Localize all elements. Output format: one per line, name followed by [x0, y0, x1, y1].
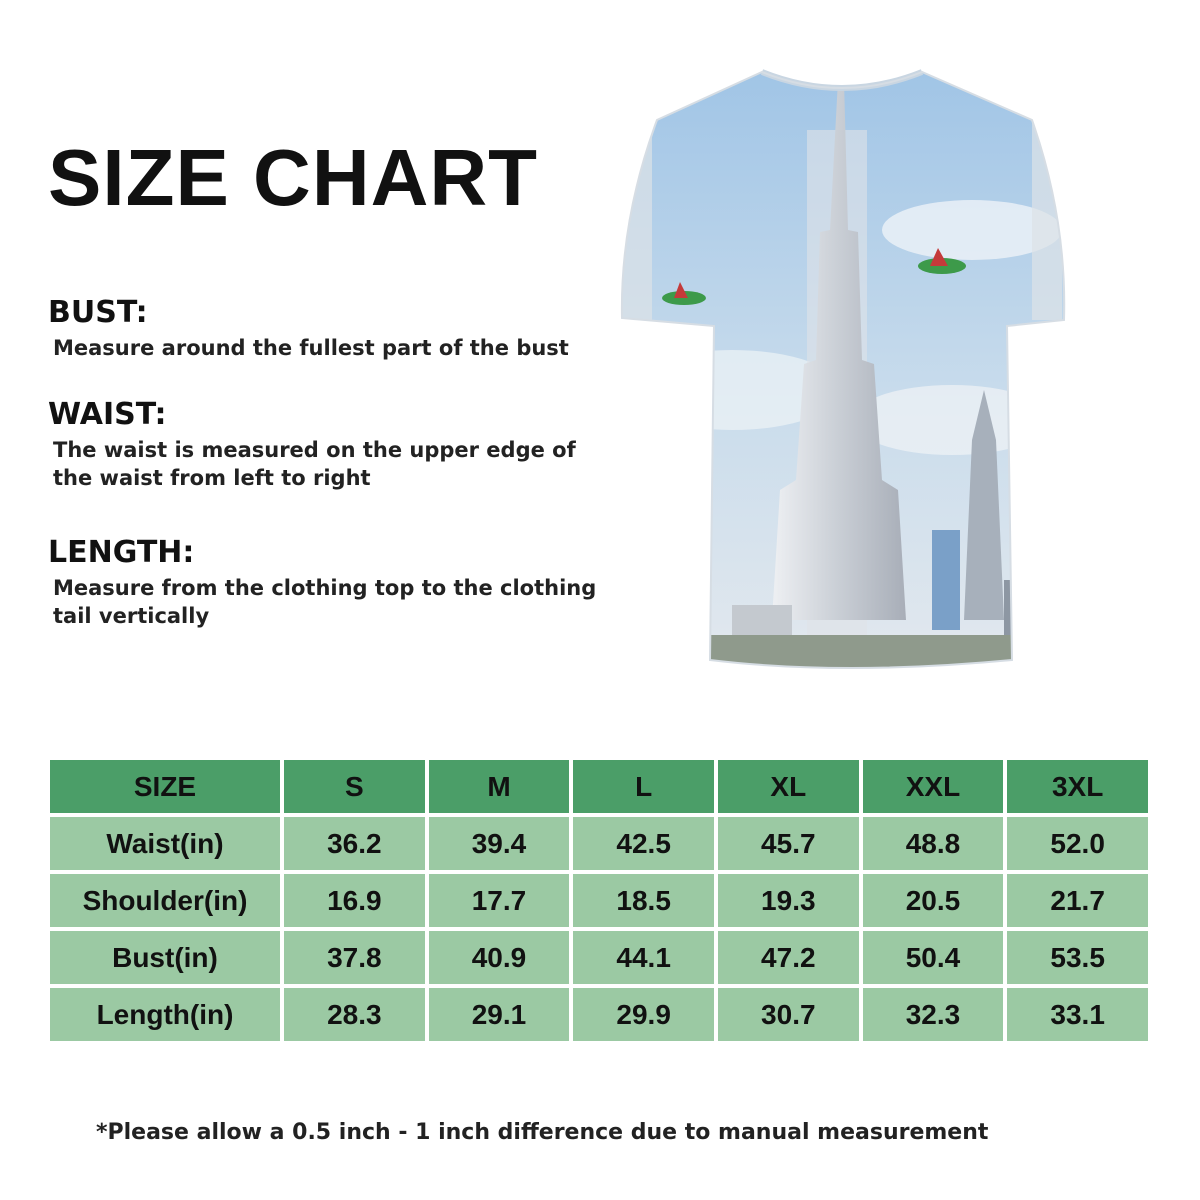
tshirt-image — [612, 60, 1072, 680]
size-table — [46, 756, 1152, 1045]
table-cell: 53.5 — [1007, 931, 1148, 984]
table-cell: 29.9 — [573, 988, 714, 1041]
bust-description: Measure around the fullest part of the bust — [53, 336, 569, 360]
row-label: Waist(in) — [50, 817, 280, 870]
table-cell: 16.9 — [284, 874, 425, 927]
waist-section — [48, 397, 608, 492]
size-header-row — [50, 760, 1148, 813]
table-row — [50, 931, 1148, 984]
length-description — [53, 574, 608, 630]
measurement-note: *Please allow a 0.5 inch - 1 inch difference due to manual measurement — [96, 1120, 989, 1145]
length-description-line-1: Measure from the clothing top to the clothing — [53, 576, 597, 600]
table-row — [50, 817, 1148, 870]
table-cell: 50.4 — [863, 931, 1004, 984]
length-section — [48, 535, 608, 630]
table-cell: 42.5 — [573, 817, 714, 870]
bust-heading: BUST: — [48, 295, 148, 330]
waist-description — [53, 436, 608, 492]
header-xxl: XXL — [863, 760, 1004, 813]
page-title: SIZE CHART — [48, 133, 538, 222]
waist-description-line-2: the waist from left to right — [53, 466, 371, 490]
table-cell: 21.7 — [1007, 874, 1148, 927]
table-cell: 33.1 — [1007, 988, 1148, 1041]
table-cell: 40.9 — [429, 931, 570, 984]
table-cell: 17.7 — [429, 874, 570, 927]
table-cell: 36.2 — [284, 817, 425, 870]
header-l: L — [573, 760, 714, 813]
header-size: SIZE — [50, 760, 280, 813]
table-cell: 52.0 — [1007, 817, 1148, 870]
table-cell: 45.7 — [718, 817, 859, 870]
table-cell: 47.2 — [718, 931, 859, 984]
bust-section — [48, 295, 608, 362]
table-cell: 48.8 — [863, 817, 1004, 870]
row-label: Length(in) — [50, 988, 280, 1041]
table-row — [50, 988, 1148, 1041]
table-cell: 20.5 — [863, 874, 1004, 927]
row-label: Bust(in) — [50, 931, 280, 984]
header-m: M — [429, 760, 570, 813]
table-cell: 28.3 — [284, 988, 425, 1041]
header-s: S — [284, 760, 425, 813]
table-cell: 30.7 — [718, 988, 859, 1041]
table-row — [50, 874, 1148, 927]
table-cell: 32.3 — [863, 988, 1004, 1041]
table-cell: 19.3 — [718, 874, 859, 927]
row-label: Shoulder(in) — [50, 874, 280, 927]
waist-heading: WAIST: — [48, 397, 167, 432]
table-cell: 37.8 — [284, 931, 425, 984]
table-cell: 29.1 — [429, 988, 570, 1041]
header-xl: XL — [718, 760, 859, 813]
table-cell: 44.1 — [573, 931, 714, 984]
length-heading: LENGTH: — [48, 535, 195, 570]
length-description-line-2: tail vertically — [53, 604, 210, 628]
waist-description-line-1: The waist is measured on the upper edge of — [53, 438, 576, 462]
table-cell: 39.4 — [429, 817, 570, 870]
table-cell: 18.5 — [573, 874, 714, 927]
header-3xl: 3XL — [1007, 760, 1148, 813]
